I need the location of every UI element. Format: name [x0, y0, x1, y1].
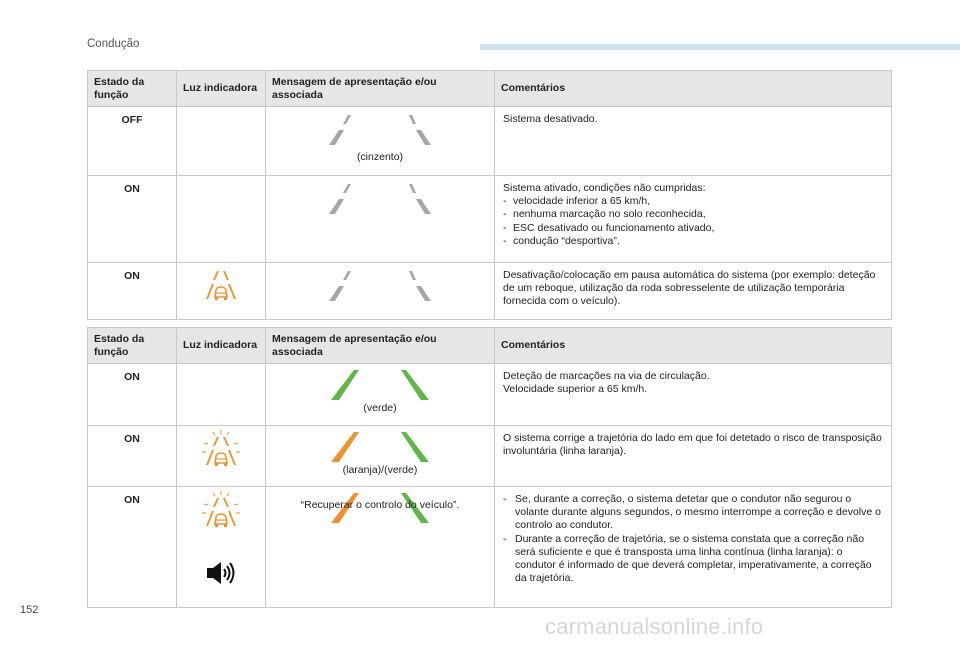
- comment-cell: O sistema corrige a trajetória do lado em que foi detetado o risco de transposição involuntária (linha laranja).: [495, 426, 892, 487]
- message-caption: (verde): [363, 402, 397, 414]
- message-cell: [266, 487, 495, 608]
- lamp-cell: [177, 176, 266, 263]
- lane-lines-grey-icon: [320, 115, 440, 151]
- message-caption: (cinzento): [356, 151, 404, 163]
- lamp-cell: [177, 263, 266, 320]
- table-row: [88, 176, 892, 263]
- header-state: Estado da função: [88, 328, 177, 364]
- message-cell: [266, 364, 495, 426]
- comment-cell: Desativação/colocação em pausa automática do sistema (por exemplo: deteção de um reboque, utilização da roda sobresselente de utilização temporária fornecida com o veículo).: [495, 263, 892, 320]
- comment-cell: [495, 364, 892, 426]
- comment-cell: [495, 176, 892, 263]
- comment-intro: Sistema ativado, condições não cumpridas:: [503, 182, 706, 194]
- header-lamp: Luz indicadora: [177, 71, 266, 107]
- message-caption: (laranja)/(verde): [342, 464, 418, 476]
- lane-lines-green-icon: [320, 370, 440, 402]
- header-bar: [480, 44, 960, 50]
- header-comments: Comentários: [495, 328, 892, 364]
- list-item: - Durante a correção de trajetória, se o sistema constata que a correção não será suficiente e que é transposta uma linha contínua (linha laranja): o condutor é informado de que deverá completar, imperativamente, a correção da trajetória.: [503, 533, 885, 586]
- header-lamp: Luz indicadora: [177, 328, 266, 364]
- lamp-cell: [177, 487, 266, 608]
- table-row: [88, 263, 892, 320]
- lane-lines-grey-icon: [320, 184, 440, 220]
- watermark: carmanualsonline.info: [545, 614, 764, 639]
- table-row: [88, 426, 892, 487]
- header-state: Estado da função: [88, 71, 177, 107]
- lamp-cell: [177, 426, 266, 487]
- message-caption: “Recuperar o controlo do veículo”.: [300, 499, 460, 511]
- lane-warning-flashing-icon: [199, 430, 243, 470]
- lane-warning-flashing-icon: [199, 491, 243, 531]
- section-title: Condução: [87, 38, 140, 50]
- list-item: - ESC desativado ou funcionamento ativado,: [503, 222, 885, 235]
- correction-list: [503, 493, 885, 585]
- header-message: Mensagem de apresentação e/ou associada: [266, 328, 495, 364]
- comment-cell: [495, 487, 892, 608]
- lane-lines-grey-icon: [320, 271, 440, 307]
- list-item: - condução “desportiva”.: [503, 235, 885, 248]
- lamp-cell: [177, 107, 266, 176]
- table-row: [88, 107, 892, 176]
- status-table-1: [87, 70, 892, 320]
- message-cell: [266, 263, 495, 320]
- speaker-sound-icon: [201, 559, 241, 587]
- table-row: [88, 487, 892, 608]
- lane-lines-orange-green-icon: [320, 432, 440, 464]
- list-item: - Se, durante a correção, o sistema detetar que o condutor não segurou o volante durante alguns segundos, o mesmo interrompe a correção e devolve o controlo ao condutor.: [503, 493, 885, 533]
- state-cell: ON: [88, 263, 177, 320]
- condition-list: [503, 195, 885, 248]
- page-number: 152: [20, 604, 39, 616]
- table-row: [88, 364, 892, 426]
- state-cell: ON: [88, 176, 177, 263]
- table-header-row: [88, 328, 892, 364]
- list-item: - velocidade inferior a 65 km/h,: [503, 195, 885, 208]
- header-comments: Comentários: [495, 71, 892, 107]
- lane-warning-orange-icon: [201, 269, 241, 303]
- status-table-2: [87, 327, 892, 608]
- message-cell: [266, 107, 495, 176]
- message-cell: [266, 176, 495, 263]
- comment-line: Velocidade superior a 65 km/h.: [503, 383, 648, 396]
- state-cell: ON: [88, 364, 177, 426]
- state-cell: ON: [88, 426, 177, 487]
- message-cell: [266, 426, 495, 487]
- comment-line: Deteção de marcações na via de circulação.: [503, 370, 710, 382]
- comment-cell: Sistema desativado.: [495, 107, 892, 176]
- lamp-cell: [177, 364, 266, 426]
- list-item: - nenhuma marcação no solo reconhecida,: [503, 208, 885, 221]
- header-message: Mensagem de apresentação e/ou associada: [266, 71, 495, 107]
- state-cell: OFF: [88, 107, 177, 176]
- table-header-row: [88, 71, 892, 107]
- state-cell: ON: [88, 487, 177, 608]
